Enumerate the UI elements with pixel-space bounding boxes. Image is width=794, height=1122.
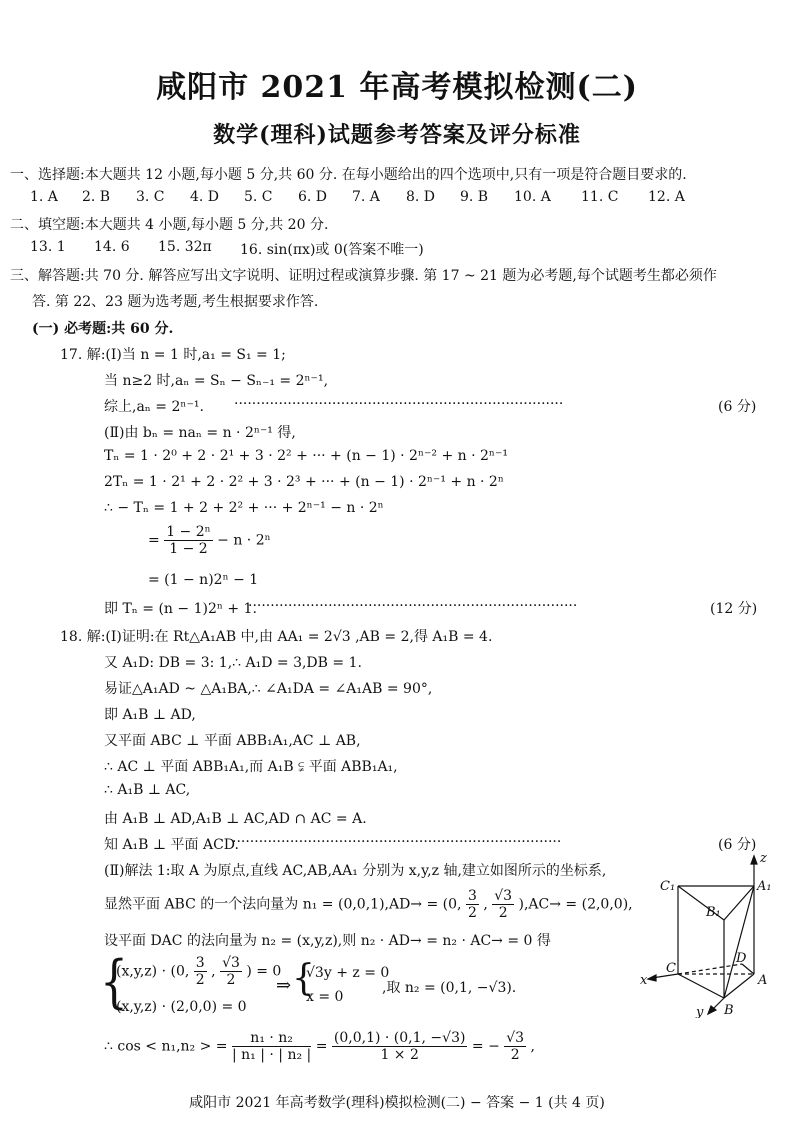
label-a: A: [758, 973, 768, 988]
fraction-numerator: 3: [467, 888, 477, 904]
choice-answer-9: 9. B: [460, 189, 489, 205]
fraction-denominator: 2: [467, 905, 477, 921]
label-z: z: [760, 851, 767, 866]
fraction-denominator: 2: [510, 1047, 520, 1063]
q18-line4: 即 A₁B ⊥ AD,: [104, 707, 196, 723]
fraction-denominator: 2: [226, 972, 236, 988]
fraction: [332, 1030, 468, 1063]
q17-line4: (Ⅱ)由 bₙ = naₙ = n · 2ⁿ⁻¹ 得,: [104, 425, 296, 441]
system-eq1-part3: ) = 0: [246, 963, 282, 980]
q17-line3: 综上,aₙ = 2ⁿ⁻¹.: [104, 399, 204, 415]
comma: ,: [211, 963, 216, 980]
fraction-denominator: 2: [498, 905, 508, 921]
fill-answer-13: 13. 1: [30, 239, 66, 255]
fraction-numerator: √3: [222, 955, 240, 971]
section3-subheader: (一) 必考题:共 60 分.: [32, 321, 174, 337]
q18-line11-part1: 显然平面 ABC 的一个法向量为 n₁ = (0,0,1),AD→ = (0,: [104, 896, 462, 913]
label-b1: B₁: [706, 905, 721, 920]
q18-line12: 设平面 DAC 的法向量为 n₂ = (x,y,z),则 n₂ · AD→ = n₂ · AC→ = 0 得: [104, 933, 551, 949]
q17-line5: Tₙ = 1 · 2⁰ + 2 · 2¹ + 3 · 2² + ··· + (n − 1) · 2ⁿ⁻² + n · 2ⁿ⁻¹: [104, 448, 508, 464]
fraction: [232, 1030, 311, 1063]
comma: ,: [530, 1038, 535, 1055]
label-y: y: [696, 1005, 704, 1018]
fraction-numerator: (0,0,1) · (0,1, −√3): [333, 1030, 466, 1046]
fraction-denominator: | n₁ | · | n₂ |: [231, 1047, 312, 1063]
x-arrow: [648, 975, 656, 981]
system-eq2: (x,y,z) · (2,0,0) = 0: [116, 999, 247, 1015]
choice-answer-7: 7. A: [352, 189, 380, 205]
section3-header-line1: 三、解答题:共 70 分. 解答应写出文字说明、证明过程或演算步骤. 第 17 ~ 21 题为必考题,每个试题考生都必须作: [10, 268, 717, 284]
fraction-numerator: n₁ · n₂: [232, 1030, 311, 1047]
result-tail: ,取 n₂ = (0,1, −√3).: [382, 980, 517, 996]
q17-line2: 当 n≥2 时,aₙ = Sₙ − Sₙ₋₁ = 2ⁿ⁻¹,: [104, 373, 329, 389]
label-c: C: [666, 961, 676, 976]
q17-line6: 2Tₙ = 1 · 2¹ + 2 · 2² + 3 · 2³ + ··· + (n − 1) · 2ⁿ⁻¹ + n · 2ⁿ: [104, 474, 504, 490]
q17-line10: 即 Tₙ = (n − 1)2ⁿ + 1.: [104, 601, 257, 617]
leader-dots: ··········································································: [248, 598, 578, 614]
fraction: [164, 524, 213, 557]
choice-answer-12: 12. A: [648, 189, 685, 205]
choice-answer-3: 3. C: [136, 189, 165, 205]
choice-answer-2: 2. B: [82, 189, 111, 205]
section2-header: 二、填空题:本大题共 4 小题,每小题 5 分,共 20 分.: [10, 217, 329, 233]
result-eq1: √3y + z = 0: [306, 965, 390, 981]
page-subtitle: 数学(理科)试题参考答案及评分标准: [213, 122, 581, 148]
label-a1: A₁: [757, 879, 772, 894]
fraction: [492, 888, 514, 921]
q18-line11: [104, 888, 633, 921]
system-eq1: [116, 955, 281, 988]
q18-line6: ∴ AC ⊥ 平面 ABB₁A₁,而 A₁B ⫋ 平面 ABB₁A₁,: [104, 759, 398, 775]
result-eq2: x = 0: [306, 989, 344, 1005]
q17-line8: [148, 524, 271, 557]
choice-answer-10: 10. A: [514, 189, 551, 205]
choice-answer-1: 1. A: [30, 189, 58, 205]
edge-b-a: [724, 974, 754, 998]
fill-answer-15: 15. 32π: [158, 239, 212, 255]
comma: ,: [483, 896, 488, 913]
leader-dots: ··········································································: [234, 396, 564, 412]
q17-line8-tail: − n · 2ⁿ: [217, 532, 271, 549]
fraction-numerator: √3: [494, 888, 513, 904]
q18-line9: 知 A₁B ⊥ 平面 ACD.: [104, 837, 239, 853]
q18-line10: (Ⅱ)解法 1:取 A 为原点,直线 AC,AB,AA₁ 分别为 x,y,z 轴,建立如图所示的坐标系,: [104, 863, 607, 879]
q18-line2: 又 A₁D: DB = 3: 1,∴ A₁D = 3,DB = 1.: [104, 655, 362, 671]
page-title: 咸阳市 2021 年高考模拟检测(二): [156, 70, 638, 105]
label-c1: C₁: [660, 879, 676, 894]
q17-line1: 17. 解:(Ⅰ)当 n = 1 时,a₁ = S₁ = 1;: [60, 347, 286, 363]
fraction-denominator: 1 − 2: [169, 541, 208, 557]
equals-sign: =: [148, 532, 160, 549]
q18-line8: 由 A₁B ⊥ AD,A₁B ⊥ AC,AD ∩ AC = A.: [104, 811, 367, 827]
label-d: D: [736, 951, 747, 966]
q18-line5: 又平面 ABC ⊥ 平面 ABB₁A₁,AC ⊥ AB,: [104, 733, 361, 749]
cos-label: ∴ cos < n₁,n₂ > =: [104, 1038, 228, 1055]
leader-dots: ··········································································: [232, 834, 562, 850]
q18-score1: (6 分): [718, 837, 757, 853]
left-brace: {: [292, 958, 315, 999]
q18-line7: ∴ A₁B ⊥ AC,: [104, 782, 191, 798]
q17-score1: (6 分): [718, 399, 757, 415]
fraction-denominator: 2: [195, 972, 205, 988]
choice-answer-4: 4. D: [190, 189, 220, 205]
q18-line11-part3: ),AC→ = (2,0,0),: [518, 896, 633, 913]
fraction: [194, 955, 207, 988]
system-eq1-part1: (x,y,z) · (0,: [116, 963, 190, 980]
q17-score2: (12 分): [710, 601, 758, 617]
equals-minus: = −: [471, 1038, 500, 1055]
choice-answer-11: 11. C: [581, 189, 619, 205]
fraction-numerator: 1 − 2ⁿ: [166, 524, 211, 540]
cos-line: [104, 1030, 535, 1063]
implies-arrow: ⇒: [276, 975, 292, 996]
label-x: x: [640, 973, 648, 988]
choice-answer-6: 6. D: [298, 189, 328, 205]
fraction-denominator: 1 × 2: [380, 1047, 419, 1063]
section1-header: 一、选择题:本大题共 12 小题,每小题 5 分,共 60 分. 在每小题给出的四个选项中,只有一项是符合题目要求的.: [10, 167, 687, 183]
left-brace: {: [100, 949, 128, 1016]
q17-line9: = (1 − n)2ⁿ − 1: [148, 572, 259, 588]
fraction: [220, 955, 242, 988]
choice-answer-8: 8. D: [406, 189, 436, 205]
q18-line3: 易证△A₁AD ~ △A₁BA,∴ ∠A₁DA = ∠A₁AB = 90°,: [104, 681, 433, 697]
page-footer: 咸阳市 2021 年高考数学(理科)模拟检测(二) − 答案 − 1 (共 4 页): [189, 1095, 605, 1111]
label-b: B: [724, 1003, 734, 1018]
choice-answer-5: 5. C: [244, 189, 273, 205]
fill-answer-16: 16. sin(πx)或 0(答案不唯一): [240, 242, 424, 258]
prism-figure: [640, 848, 780, 1018]
fraction-numerator: √3: [506, 1030, 525, 1046]
q18-line1: 18. 解:(Ⅰ)证明:在 Rt△A₁AB 中,由 AA₁ = 2√3 ,AB = 2,得 A₁B = 4.: [60, 629, 493, 645]
fraction: [504, 1030, 526, 1063]
fraction: [466, 888, 479, 921]
fraction-numerator: 3: [195, 955, 205, 971]
edge-c-b: [678, 974, 724, 998]
z-arrow: [751, 856, 757, 864]
q17-line7: ∴ − Tₙ = 1 + 2 + 2² + ··· + 2ⁿ⁻¹ − n · 2ⁿ: [104, 500, 384, 516]
equals-sign: =: [315, 1038, 328, 1055]
fill-answer-14: 14. 6: [94, 239, 130, 255]
section3-header-line2: 答. 第 22、23 题为选考题,考生根据要求作答.: [32, 294, 319, 310]
